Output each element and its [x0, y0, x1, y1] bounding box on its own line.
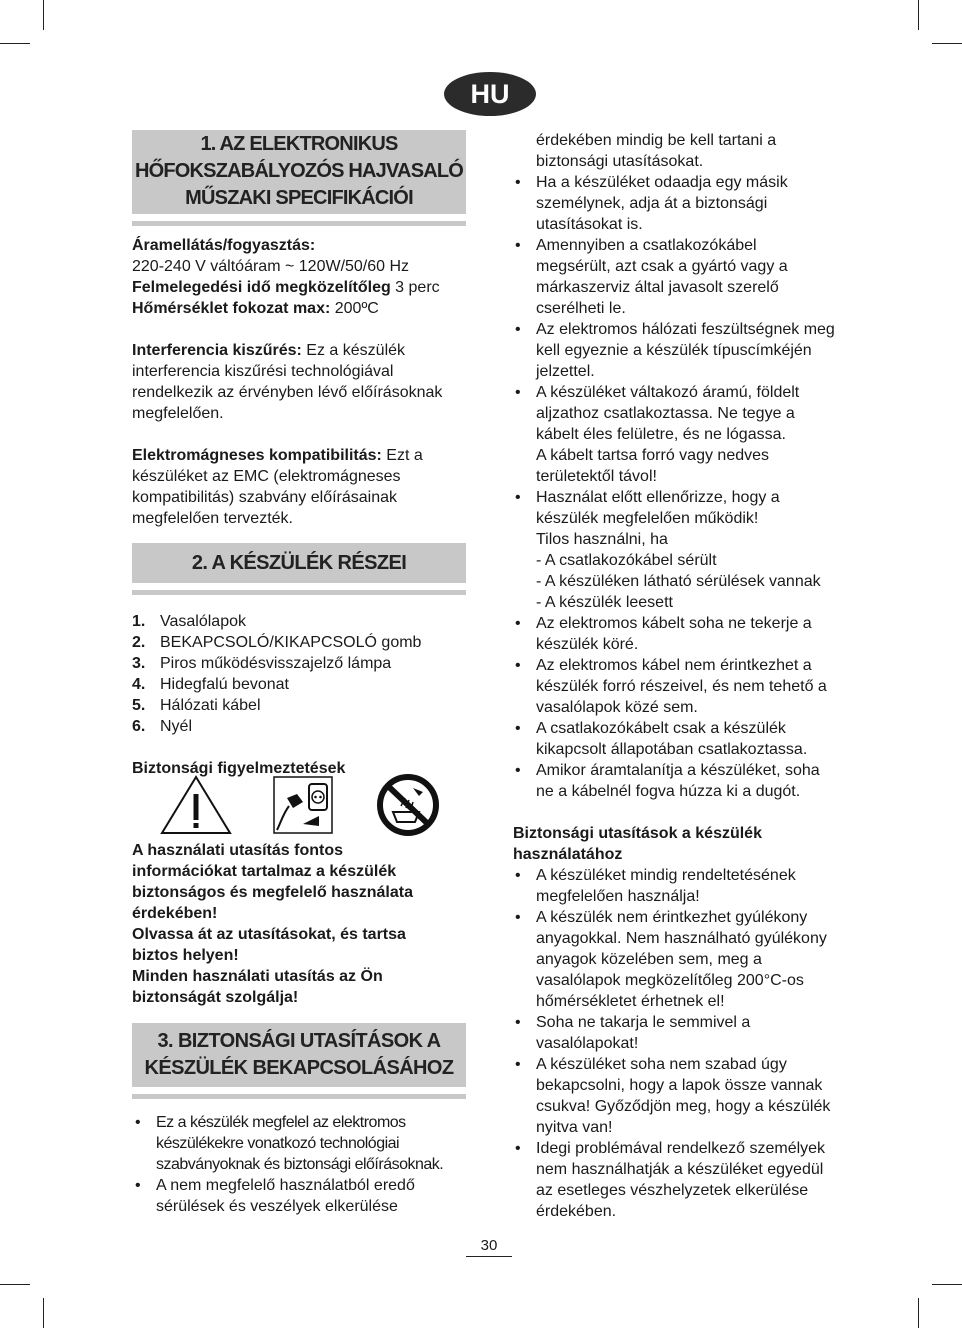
- crop-mark: [0, 1284, 30, 1285]
- part-number: 3.: [132, 655, 146, 672]
- usage-heading-line: használatához: [513, 846, 623, 863]
- heatup-value: 3 perc: [390, 279, 440, 296]
- crop-mark: [932, 1284, 962, 1285]
- specifications: [132, 235, 472, 529]
- page-number-rule: [466, 1256, 512, 1257]
- bullet-earth-text-2: A kábelt tartsa forró vagy nedves területektől távol!: [536, 447, 770, 485]
- page-number: 30: [480, 1237, 498, 1254]
- safety-heading: Biztonsági figyelmeztetések: [132, 760, 346, 777]
- list-item: [132, 695, 472, 716]
- list-item: • Az elektromos kábelt soha ne tekerje a készülék köré.: [513, 613, 858, 655]
- section2-title: 2. A KÉSZÜLÉK RÉSZEI: [191, 552, 407, 574]
- list-item: • A csatlakozókábelt csak a készülék kikapcsolt állapotában csatlakoztassa.: [513, 718, 858, 760]
- list-item: [132, 632, 472, 653]
- section2-heading: [132, 543, 466, 583]
- emc-label: Elektromágneses kompatibilitás:: [132, 447, 382, 464]
- part-label: BEKAPCSOLÓ/KIKAPCSOLÓ gomb: [160, 634, 422, 651]
- bullet-check-sub: - A készülék leesett: [536, 594, 673, 611]
- power-label: Áramellátás/fogyasztás:: [132, 237, 316, 254]
- parts-list-block: [132, 611, 472, 737]
- emc-text: Ezt a készüléket az EMC (elektromágneses kompatibilitás) szabvány előírásainak megfelelően tervezték.: [132, 447, 423, 527]
- list-item: • Az elektromos kábel nem érintkezhet a készülék forró részeivel, és nem tehető a vasalólapok közé sem.: [513, 655, 858, 718]
- section1-title-line: MŰSZAKI SPECIFIKÁCIÓI: [185, 187, 413, 209]
- heatup-label: Felmelegedési idő megközelítőleg: [132, 279, 391, 296]
- list-item: • A nem megfelelő használatból eredő sérülések és veszélyek elkerülése: [133, 1175, 468, 1217]
- no-water-icon: [375, 774, 441, 836]
- list-item: • A készülék nem érintkezhet gyúlékony anyagokkal. Nem használható gyúlékony anyagok közelében sem, meg a vasalólapok megközelítőleg 200°C-os hőmérsékletet érhetnek el!: [513, 907, 858, 1012]
- list-item: • Soha ne takarja le semmivel a vasalólapokat!: [513, 1012, 858, 1054]
- part-label: Piros működésvisszajelző lámpa: [160, 655, 392, 672]
- section1-title-line: 1. AZ ELEKTRONIKUS: [200, 133, 398, 155]
- continuation-text: érdekében mindig be kell tartani a biztonsági utasításokat.: [536, 132, 777, 170]
- section1-heading: [132, 130, 466, 214]
- list-item: • Ha a készüléket odaadja egy másik személynek, adja át a biztonsági utasításokat is.: [513, 172, 858, 235]
- temp-value: 200ºC: [330, 300, 379, 317]
- warning-text: [132, 840, 437, 1008]
- part-number: 4.: [132, 676, 146, 693]
- bullet-check-sub: - A készüléken látható sérülések vannak: [536, 573, 821, 590]
- right-column: [513, 130, 858, 1222]
- part-number: 1.: [132, 613, 146, 630]
- section3-title-line: 3. BIZTONSÁGI UTASÍTÁSOK A: [157, 1030, 441, 1052]
- crop-mark: [932, 43, 962, 44]
- bullet-check-sub: - A csatlakozókábel sérült: [536, 552, 717, 569]
- section3-left-bullets: [133, 1112, 468, 1217]
- part-label: Hálózati kábel: [160, 697, 261, 714]
- part-number: 5.: [132, 697, 146, 714]
- section3-title-line: KÉSZÜLÉK BEKAPCSOLÁSÁHOZ: [144, 1057, 454, 1079]
- list-item: • Az elektromos hálózati feszültségnek meg kell egyeznie a készülék típuscímkéjén jelzettel.: [513, 319, 858, 382]
- crop-mark: [918, 1298, 919, 1328]
- section2-rule: [132, 590, 466, 595]
- crop-mark: [43, 0, 44, 30]
- language-badge: HU: [444, 72, 536, 116]
- list-item: • Idegi problémával rendelkező személyek nem használhatják a készüléket egyedül az esetleges vészhelyzetek elkerülése érdekében.: [513, 1138, 858, 1222]
- list-item: • A készüléket mindig rendeltetésének megfelelően használja!: [513, 865, 858, 907]
- list-item: [132, 674, 472, 695]
- plug-socket-icon: [273, 776, 333, 834]
- bullet-earth-text: A készüléket váltakozó áramú, földelt aljzathoz csatlakoztassa. Ne tegye a kábelt éles felületre, és ne lógassa.: [536, 384, 800, 443]
- list-item: • Amikor áramtalanítja a készüléket, soha ne a kábelnél fogva húzza ki a dugót.: [513, 760, 858, 802]
- section3-rule: [132, 1094, 466, 1099]
- list-item: • Ez a készülék megfelel az elektromos készülékekre vonatkozó technológiai szabványoknak és biztonsági előírásoknak.: [133, 1112, 468, 1175]
- list-item: [513, 382, 858, 487]
- part-number: 6.: [132, 718, 146, 735]
- list-item: • Amennyiben a csatlakozókábel megsérült, azt csak a gyártó vagy a márkaszerviz által javasolt szerelő cserélheti le.: [513, 235, 858, 319]
- part-label: Vasalólapok: [160, 613, 246, 630]
- parts-list: [132, 611, 472, 737]
- section1-rule: [132, 221, 466, 226]
- bullet-check-sub: Tilos használni, ha: [536, 531, 668, 548]
- warning-line: A használati utasítás fontos információkat tartalmaz a készülék biztonságos és megfelelő használata érdekében!: [132, 842, 413, 922]
- warning-line: Olvassa át az utasításokat, és tartsa biztos helyen!: [132, 926, 406, 964]
- part-label: Hidegfalú bevonat: [160, 676, 289, 693]
- list-item: [132, 611, 472, 632]
- temp-label: Hőmérséklet fokozat max:: [132, 300, 331, 317]
- section1-title-line: HŐFOKSZABÁLYOZÓS HAJVASALÓ: [134, 160, 464, 182]
- list-item: [513, 487, 858, 613]
- list-item: • A készüléket soha nem szabad úgy bekapcsolni, hogy a lapok össze vannak csukva! Győződjön meg, hogy a készülék nyitva van!: [513, 1054, 858, 1138]
- warning-triangle-icon: [160, 774, 232, 836]
- power-value: 220-240 V váltóáram ~ 120W/50/60 Hz: [132, 258, 410, 275]
- bullet-check-text: • Használat előtt ellenőrizze, hogy a készülék megfelelően működik!: [536, 489, 780, 527]
- section3-heading: [132, 1023, 466, 1087]
- crop-mark: [918, 0, 919, 30]
- crop-mark: [43, 1298, 44, 1328]
- warning-line: Minden használati utasítás az Ön biztonságát szolgálja!: [132, 968, 383, 1006]
- part-label: Nyél: [160, 718, 193, 735]
- list-item: [132, 653, 472, 674]
- usage-heading-line: Biztonsági utasítások a készülék: [513, 825, 762, 842]
- interference-label: Interferencia kiszűrés:: [132, 342, 302, 359]
- interference-text: Ez a készülék interferencia kiszűrési technológiával rendelkezik az érvényben lévő előírásoknak megfelelően.: [132, 342, 443, 422]
- crop-mark: [0, 43, 30, 44]
- part-number: 2.: [132, 634, 146, 651]
- usage-heading: [513, 823, 858, 865]
- list-item: [132, 716, 472, 737]
